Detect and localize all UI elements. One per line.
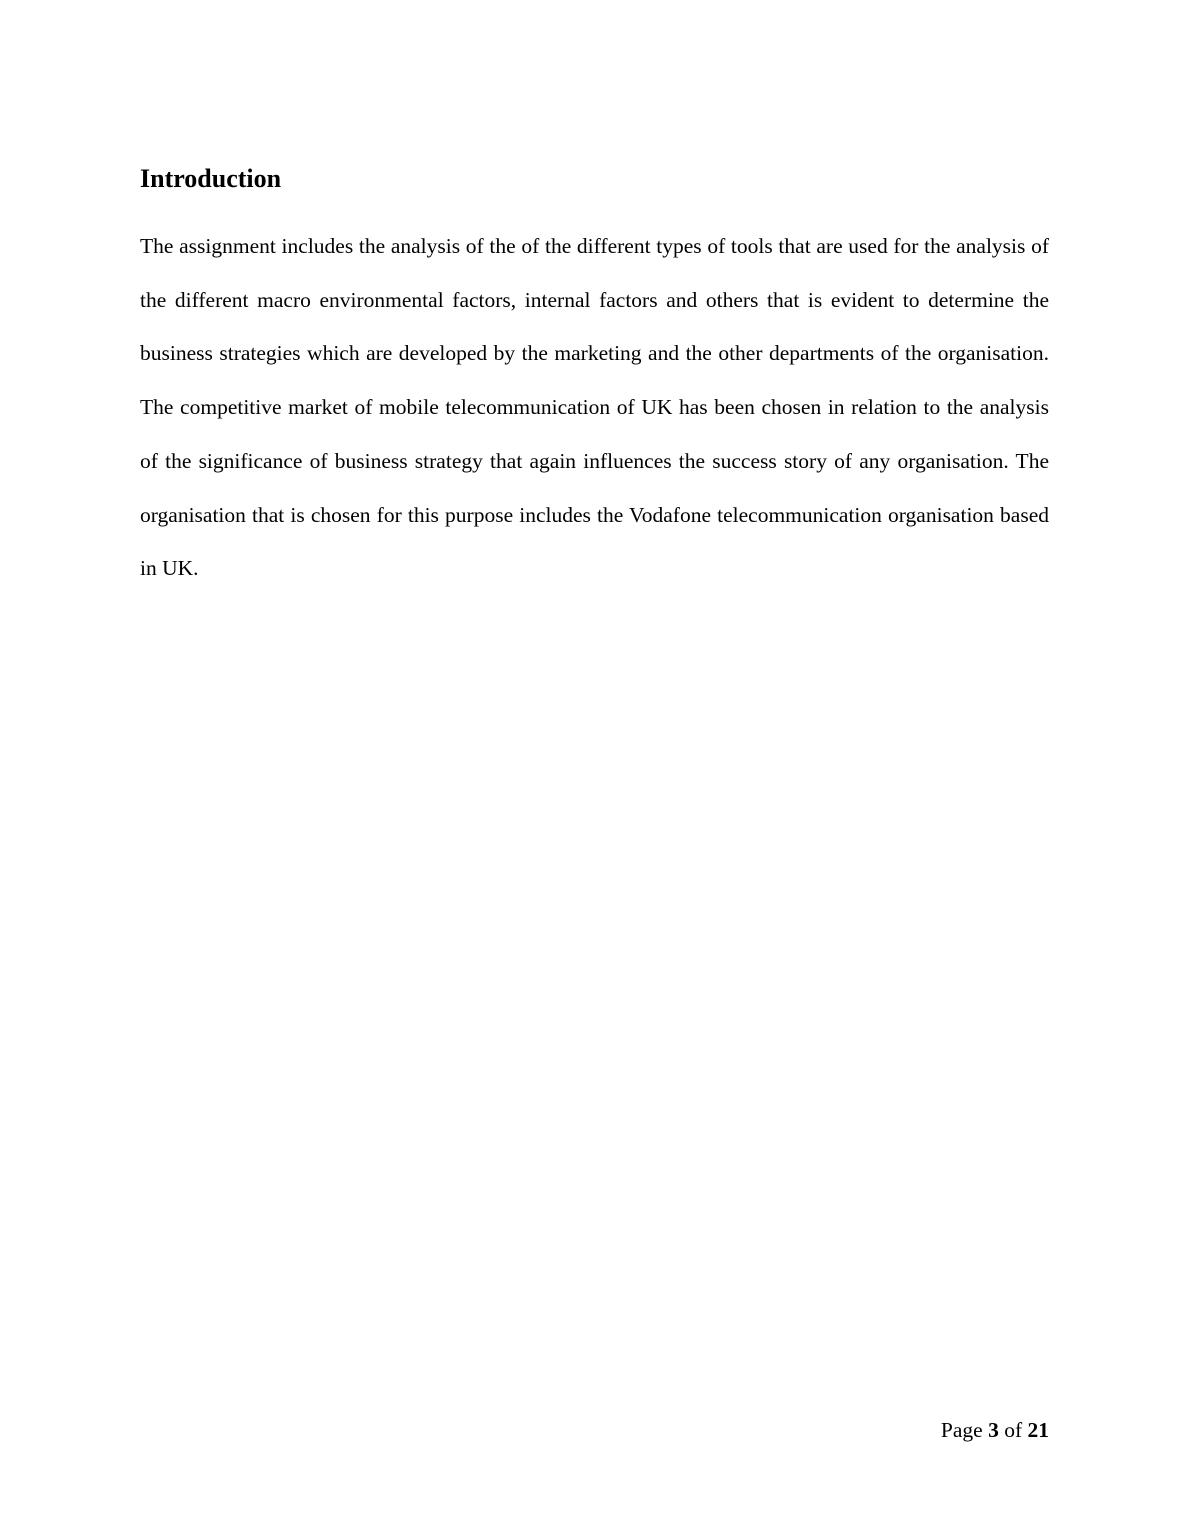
section-heading: Introduction bbox=[140, 164, 282, 193]
current-page-number: 3 bbox=[988, 1418, 999, 1442]
body-paragraph: The assignment includes the analysis of the of the different types of tools that are used for the analysis of the different macro environmental factors, internal factors and others that is evident to determine the business strategies which are developed by the marketing and the other departments of the organisation. The competitive market of mobile telecommunication of UK has been chosen in relation to the analysis of the significance of business strategy that again influences the success story of any organisation. The organisation that is chosen for this purpose includes the Vodafone telecommunication organisation based in UK. bbox=[140, 234, 1049, 581]
page-number-footer bbox=[941, 1415, 1049, 1445]
total-pages-number: 21 bbox=[1027, 1418, 1049, 1442]
page-label: Page bbox=[940, 1418, 983, 1442]
of-label: of bbox=[1004, 1418, 1023, 1442]
